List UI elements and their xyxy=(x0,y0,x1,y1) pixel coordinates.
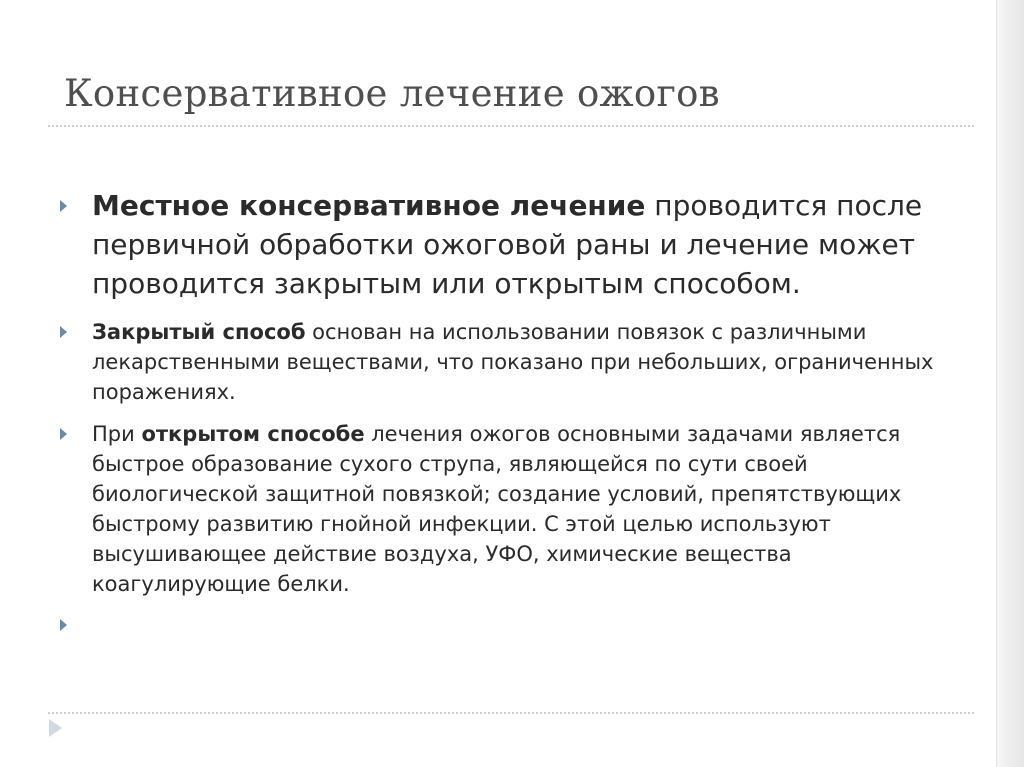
bullet-open-method xyxy=(56,419,976,599)
bullet-lead: Закрытый способ xyxy=(92,320,306,344)
bullet-list xyxy=(56,186,976,653)
slide-title: Консервативное лечение ожогов xyxy=(64,72,720,115)
bullet-prefix: При xyxy=(92,422,142,446)
bullet-lead: открытом способе xyxy=(141,422,365,446)
bullet-empty xyxy=(56,611,976,641)
bullet-closed-method xyxy=(56,317,976,407)
bullet-arrow-icon xyxy=(60,200,67,212)
bullet-local-treatment xyxy=(56,186,976,303)
footer-arrow-icon xyxy=(49,719,62,737)
bullet-text: лечения ожогов основными задачами является быстрое образование сухого струпа, являющейся по сути своей биологической защитной повязкой; создание условий, препятствующих быстрому развитию гнойной инфекции. С этой целью используют высушивающее действие воздуха, УФО, химические вещества коагулирующие белки. xyxy=(92,422,902,596)
bullet-text: основан на использовании повязок с различными лекарственными веществами, что показано при небольших, ограниченных поражениях. xyxy=(92,320,934,404)
title-divider xyxy=(48,125,974,127)
footer-divider xyxy=(48,712,974,714)
bullet-text: проводится после первичной обработки ожоговой раны и лечение может проводится закрытым или открытым способом. xyxy=(92,189,923,300)
right-side-bar xyxy=(996,0,1024,767)
bullet-arrow-icon xyxy=(60,428,67,440)
bullet-arrow-icon xyxy=(60,326,67,338)
bullet-lead: Местное консервативное лечение xyxy=(92,189,646,222)
bullet-arrow-icon xyxy=(60,619,67,631)
